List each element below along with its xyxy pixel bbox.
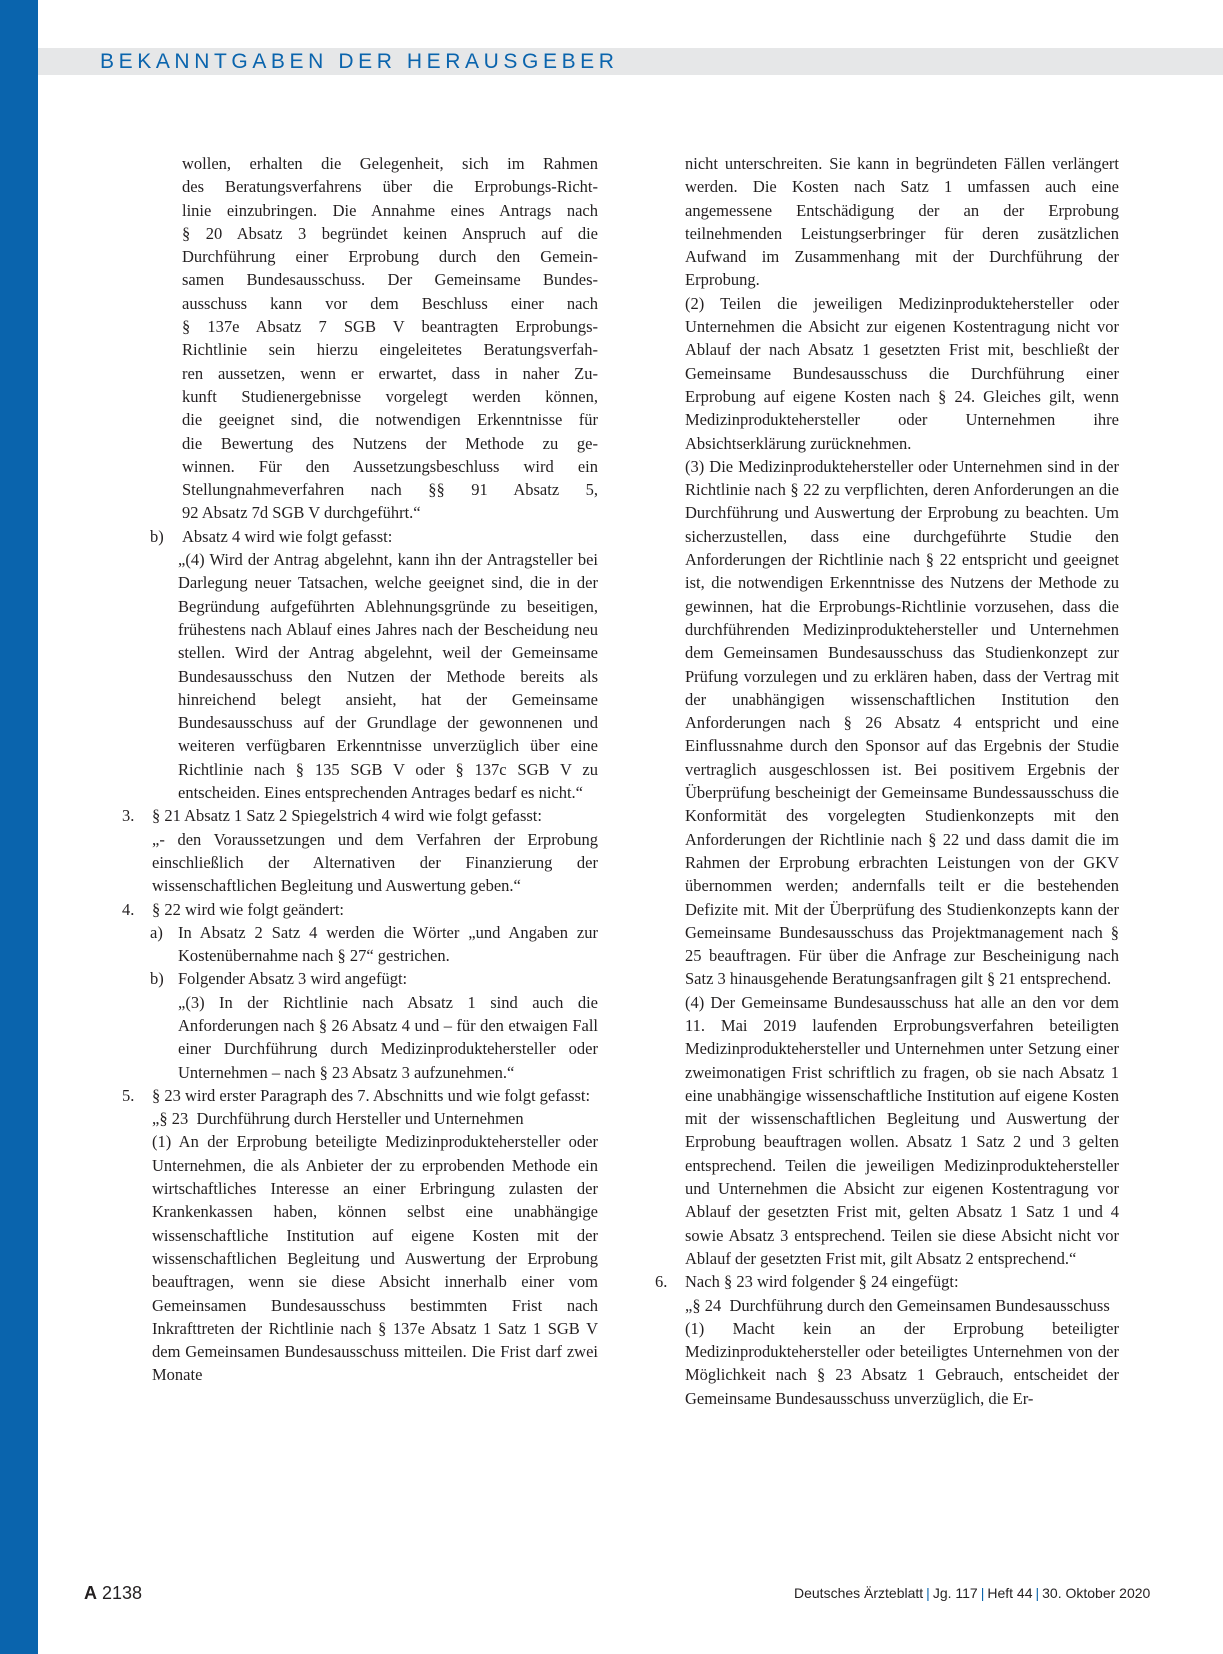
paragraph-body: (1) An der Erprobung beteiligte Medizinproduktehersteller oder Unternehmen, die als Anbieter der zu erprobenden Methode ein wirtschaftliches Interesse an einer Erbringung zulasten der Krankenkassen haben, können selbst eine unabhängige wissenschaftliche Institution auf eigene Kosten mit der wissenschaftlichen Begleitung und Auswertung der Erprobung beauftragen, wenn sie diese Absicht innerhalb einer vom Gemeinsamen Bundesausschuss bestimmten Frist nach Inkrafttreten der Richtlinie nach § 137e Absatz 1 Satz 1 SGB V dem Gemeinsamen Bundesausschuss mitteilen. Die Frist darf zwei Monate bbox=[152, 1132, 598, 1385]
paragraph-body: (2) Teilen die jeweiligen Medizinproduktehersteller oder Unternehmen die Absicht zur eigenen Kostentragung nicht vor Ablauf der nach Absatz 1 gesetzten Frist mit, beschließt der Gemeinsame Bundesausschuss die Durchführung einer Erprobung auf eigene Kosten nach § 24. Gleiches gilt, wenn Medizinproduktehersteller oder Unternehmen ihre Absichtserklärung zurücknehmen. bbox=[685, 293, 1119, 453]
item-text: Nach § 23 wird folgender § 24 eingefügt: bbox=[685, 1272, 959, 1292]
list-item-4 bbox=[122, 898, 598, 921]
paragraph-body: nicht unterschreiten. Sie kann in begründeten Fällen verlängert werden. Die Kosten nach Satz 1 umfassen auch eine angemessene Entschädigung der an der Erprobung teilnehmenden Leistungserbringer für deren zusätzlichen Aufwand im Zusammenhang mit der Durchführung der Erprobung. bbox=[685, 154, 1119, 290]
intro-line: § 20 Absatz 3 begründet keinen Anspruch auf die bbox=[182, 223, 598, 243]
intro-line: linie einzubringen. Die Annahme eines Antrags nach bbox=[182, 200, 598, 220]
journal-name: Deutsches Ärzteblatt bbox=[794, 1585, 924, 1601]
intro-line: kunft Studienergebnisse vorgelegt werden können, bbox=[182, 386, 598, 406]
left-color-bar bbox=[0, 0, 38, 1654]
item-text: Folgender Absatz 3 wird angefügt: bbox=[178, 969, 408, 989]
journal-issue: Heft 44 bbox=[987, 1585, 1033, 1601]
quote-paragraph: „(4) Wird der Antrag abgelehnt, kann ihn der Antragsteller bei Darlegung neuer Tatsachen, welche geeignet sind, die in der Begründung aufgeführten Ablehnungsgründe zu beseitigen, frühestens nach Ablauf eines Jahres nach der Bescheidung neu stellen. Wird der Antrag abgelehnt, weil der Gemeinsame Bundesausschuss den Nutzen der Methode bereits als hinreichend belegt ansieht, hat der Gemeinsame Bundesausschuss auf der Grundlage der gewonnenen und weiteren verfügbaren Erkenntnisse unverzüglich über eine Richtlinie nach § 135 SGB V oder § 137c SGB V zu entscheiden. Eines entsprechenden Antrages bedarf es nicht.“ bbox=[178, 550, 598, 803]
intro-line: die geeignet sind, die notwendigen Erkenntnisse für bbox=[182, 410, 598, 430]
item-text: § 21 Absatz 1 Satz 2 Spiegelstrich 4 wird wie folgt gefasst: bbox=[152, 806, 542, 826]
paragraph-heading: „§ 23 Durchführung durch Hersteller und Unternehmen bbox=[152, 1109, 524, 1129]
journal-date: 30. Oktober 2020 bbox=[1042, 1585, 1151, 1601]
intro-line: § 137e Absatz 7 SGB V beantragten Erprobungs- bbox=[182, 317, 598, 337]
item-label: a) bbox=[150, 922, 163, 942]
quote-paragraph: „(3) In der Richtlinie nach Absatz 1 sind auch die Anforderungen nach § 26 Absatz 4 und – für den etwaigen Fall einer Durchführung durch Medizinproduktehersteller oder Unternehmen – nach § 23 Absatz 3 aufzunehmen.“ bbox=[178, 992, 598, 1082]
item-number: 3. bbox=[122, 806, 135, 826]
list-item-6 bbox=[655, 1270, 1119, 1410]
right-column bbox=[655, 152, 1119, 1410]
item-number: 6. bbox=[655, 1272, 668, 1292]
intro-line: Durchführung einer Erprobung durch den Gemein- bbox=[182, 247, 598, 267]
item-label: b) bbox=[150, 526, 164, 546]
item-number: 4. bbox=[122, 899, 135, 919]
section-title: BEKANNTGABEN DER HERAUSGEBER bbox=[100, 50, 619, 73]
page-number bbox=[84, 1583, 142, 1604]
intro-line: 92 Absatz 7d SGB V durchgeführt.“ bbox=[182, 503, 421, 523]
list-item-4b bbox=[130, 967, 598, 1083]
journal-citation: Deutsches Ärzteblatt | Jg. 117 | Heft 44 | 30. Oktober 2020 bbox=[794, 1585, 1151, 1601]
intro-paragraph bbox=[130, 152, 598, 525]
quote-paragraph: „- den Voraussetzungen und dem Verfahren der Erprobung einschließlich der Alternativen der Finanzierung der wissenschaftlichen Begleitung und Auswertung geben.“ bbox=[152, 829, 598, 896]
intro-line: winnen. Für den Aussetzungsbeschluss wird ein bbox=[182, 456, 598, 476]
item-text: Absatz 4 wird wie folgt gefasst: bbox=[182, 526, 393, 546]
list-item-3 bbox=[122, 804, 598, 897]
intro-line: wollen, erhalten die Gelegenheit, sich im Rahmen bbox=[182, 154, 598, 173]
intro-line: samen Bundesausschuss. Der Gemeinsame Bundes- bbox=[182, 270, 598, 290]
list-item-4a bbox=[130, 921, 598, 968]
intro-line: ren aussetzen, wenn er erwartet, dass in naher Zu- bbox=[182, 363, 598, 383]
paragraph-heading: „§ 24 Durchführung durch den Gemeinsamen Bundesausschuss bbox=[685, 1295, 1110, 1315]
paragraph-body: (4) Der Gemeinsame Bundesausschuss hat alle an den vor dem 11. Mai 2019 laufenden Erprobungsverfahren beteiligten Medizinproduktehersteller und Unternehmen unter Setzung einer zweimonatigen Frist schriftlich zu fragen, ob sie nach Absatz 1 eine unabhängige wissenschaftliche Institution auf eigene Kosten mit der wissenschaftlichen Begleitung und Auswertung der Erprobung beauftragen wollen. Absatz 1 Satz 2 und 3 gelten entsprechend. Teilen die jeweiligen Medizinproduktehersteller und Unternehmen die Absicht zur eigenen Kostentragung vor Ablauf der gesetzten Frist mit, gelten Absatz 1 Satz 1 und 4 sowie Absatz 3 entsprechend. Teilen sie diese Absicht nicht vor Ablauf der gesetzten Frist mit, gilt Absatz 2 entsprechend.“ bbox=[685, 992, 1119, 1268]
item-text: In Absatz 2 Satz 4 werden die Wörter „und Angaben zur Kostenübernahme nach § 27“ gestrichen. bbox=[178, 922, 598, 966]
item-text: § 23 wird erster Paragraph des 7. Abschnitts und wie folgt gefasst: bbox=[152, 1085, 591, 1105]
intro-line: die Bewertung des Nutzens der Methode zu ge- bbox=[182, 433, 598, 453]
section-header bbox=[38, 48, 1223, 75]
intro-line: Stellungnahmeverfahren nach §§ 91 Absatz 5, bbox=[182, 480, 598, 500]
intro-line: Richtlinie sein hierzu eingeleitetes Beratungsverfah- bbox=[182, 340, 598, 360]
list-item-b bbox=[130, 525, 598, 548]
intro-line: des Beratungsverfahrens über die Erprobungs-Richt- bbox=[182, 177, 598, 197]
paragraph-body: (1) Macht kein an der Erprobung beteiligter Medizinproduktehersteller oder beteiligtes Unternehmen von der Möglichkeit nach § 23 Absatz 1 Gebrauch, entscheidet der Gemeinsame Bundesausschuss unverzüglich, die Er- bbox=[685, 1318, 1119, 1408]
journal-volume: Jg. 117 bbox=[932, 1585, 978, 1601]
intro-line: ausschuss kann vor dem Beschluss einer nach bbox=[182, 293, 598, 313]
page-number-value: 2138 bbox=[102, 1583, 143, 1603]
paragraph-body: (3) Die Medizinproduktehersteller oder Unternehmen sind in der Richtlinie nach § 22 zu verpflichten, deren Anforderungen an die Durchführung und Auswertung der Erprobung zu beachten. Um sicherzustellen, dass eine durchgeführte Studie den Anforderungen der Richtlinie nach § 22 entspricht und geeignet ist, die notwendigen Erkenntnisse des Nutzens der Methode zu gewinnen, hat die Erprobungs-Richtlinie vorzusehen, dass die durchführenden Medizinproduktehersteller und Unternehmen dem Gemeinsamen Bundesausschuss das Studienkonzept zur Prüfung vorzulegen und zu erklären haben, dass der Vertrag mit der unabhängigen wissenschaftlichen Institution den Anforderungen nach § 26 Absatz 4 entspricht und eine Einflussnahme durch den Sponsor auf das Ergebnis der Studie vertraglich ausgeschlossen ist. Bei positivem Ergebnis der Überprüfung bescheinigt der Gemeinsame Bundessausschuss die Konformität des vorgelegten Studienkonzepts mit den Anforderungen der Richtlinie nach § 22 und dass damit die im Rahmen der Erprobung erbrachten Leistungen von der GKV übernommen werden; andernfalls teilt er die bestehenden Defizite mit. Mit der Überprüfung des Studienkonzepts kann der Gemeinsame Bundesausschuss das Projektmanagement nach § 25 beauftragen. Für über die Anfrage zur Bescheinigung nach Satz 3 hinausgehende Beratungsanfragen gilt § 21 entsprechend. bbox=[685, 456, 1119, 989]
page-letter: A bbox=[84, 1583, 97, 1603]
left-column bbox=[122, 152, 598, 1387]
item-text: § 22 wird wie folgt geändert: bbox=[152, 899, 344, 919]
item-label: b) bbox=[150, 969, 164, 989]
item-number: 5. bbox=[122, 1085, 135, 1105]
list-item-5 bbox=[122, 1084, 598, 1387]
